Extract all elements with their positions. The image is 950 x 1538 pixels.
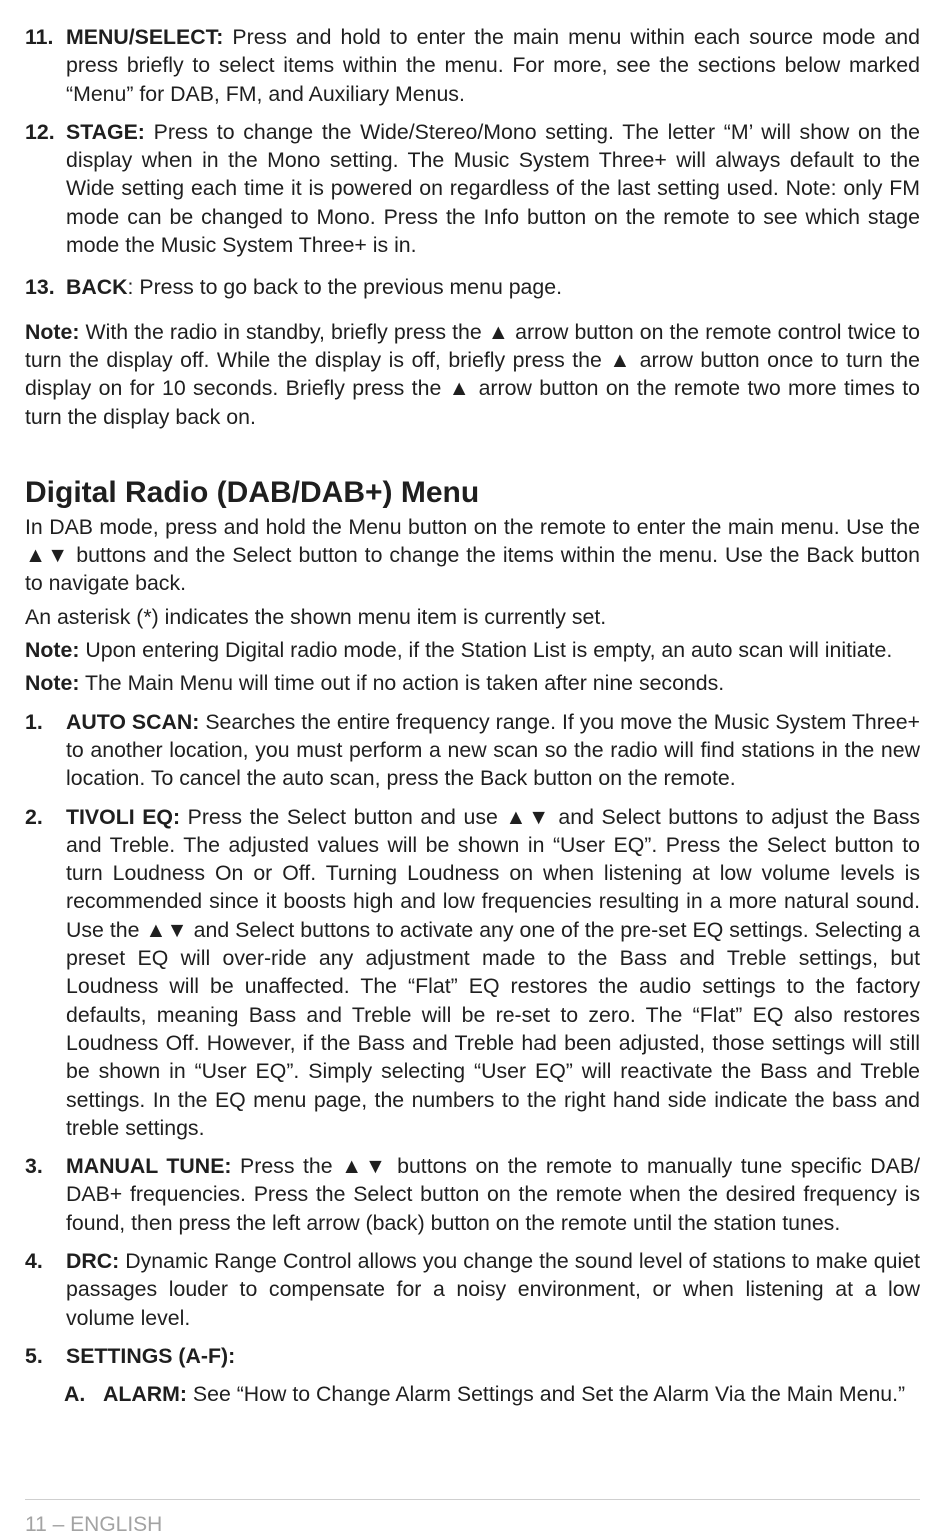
list-item	[25, 1247, 920, 1332]
item-number: 1.	[25, 709, 43, 734]
list-item	[25, 273, 920, 301]
item-text: See “How to Change Alarm Settings and Set the Alarm Via the Main Menu.”	[186, 1382, 906, 1407]
sub-list-item	[64, 1380, 920, 1408]
note-text: With the radio in standby, briefly press the ▲ arrow button on the remote control twice to turn the display off. While the display is off, briefly press the ▲ arrow button once to turn the display on for 10 seconds. Briefly press the ▲ arrow button on the remote two more times to turn the display back on.	[25, 319, 920, 429]
item-term: TIVOLI EQ:	[66, 804, 181, 829]
item-term: BACK	[66, 275, 128, 300]
item-term: ALARM:	[103, 1382, 187, 1407]
asterisk-note: An asterisk (*) indicates the shown menu item is currently set.	[25, 604, 607, 629]
note-label: Note:	[25, 671, 80, 696]
item-number: 12.	[25, 119, 55, 144]
item-text: Press and hold to enter the main menu within each source mode and press briefly to select items within the menu. For more, see the sections below marked “Menu” for DAB, FM, and Auxiliary Menus.	[66, 25, 920, 106]
note-label: Note:	[25, 638, 80, 663]
item-body	[66, 803, 920, 1143]
list-item	[25, 23, 920, 108]
item-text: : Press to go back to the previous menu page.	[127, 275, 563, 300]
item-body	[66, 708, 920, 793]
note-text: Upon entering Digital radio mode, if the Station List is empty, an auto scan will initiate.	[79, 638, 893, 663]
item-letter: A.	[64, 1382, 86, 1407]
list-item	[25, 708, 920, 793]
item-body	[66, 118, 920, 259]
item-term: AUTO SCAN:	[66, 709, 200, 734]
item-number: 5.	[25, 1343, 43, 1368]
item-number: 3.	[25, 1154, 43, 1179]
item-body	[66, 1342, 920, 1370]
item-term: SETTINGS (A-F):	[66, 1343, 236, 1368]
item-text: Press to change the Wide/Stereo/Mono setting. The letter “M’ will show on the display when in the Mono setting. The Music System Three+ will always default to the Wide setting each time it is powered on regardless of the last setting used. Note: only FM mode can be changed to Mono. Press the Info button on the remote to see which stage mode the Music System Three+ is in.	[66, 119, 920, 258]
note-timeout	[25, 669, 920, 697]
item-body	[66, 1247, 920, 1332]
list-item	[25, 1152, 920, 1237]
list-item	[25, 803, 920, 1143]
page-footer: 11 – ENGLISH	[25, 1513, 163, 1536]
list-item	[25, 1342, 920, 1370]
note-label: Note:	[25, 319, 80, 344]
footer-divider	[25, 1499, 920, 1500]
item-body	[66, 273, 920, 301]
item-body	[66, 1152, 920, 1237]
item-number: 2.	[25, 804, 43, 829]
item-number: 11.	[25, 25, 54, 49]
item-term: STAGE:	[66, 119, 145, 144]
item-term: DRC:	[66, 1248, 120, 1273]
note-text: The Main Menu will time out if no action is taken after nine seconds.	[79, 671, 725, 696]
section-heading: Digital Radio (DAB/DAB+) Menu	[25, 475, 480, 509]
note-standby	[25, 318, 920, 431]
note-scan	[25, 636, 920, 664]
item-text: Press the ▲▼ buttons on the remote to manually tune specific DAB/ DAB+ frequencies. Press the Select button on the remote when the desired frequency is found, then press the left arrow (back) button on the remote until the station tunes.	[66, 1154, 920, 1235]
item-text: Press the Select button and use ▲▼ and Select buttons to adjust the Bass and Treble. The adjusted values will be shown in “User EQ”. Press the Select button to turn Loudness On or Off. Turning Loudness on when listening at low volume levels is recommended since it boosts high and low frequencies resulting in a more natural sound. Use the ▲▼ and Select buttons to activate any one of the pre-set EQ settings. Selecting a preset EQ will over-ride any adjustment made to the Bass and Treble settings, but Loudness will be unaffected. The “Flat” EQ restores the audio settings to the factory defaults, meaning Bass and Treble will be re-set to zero. The “Flat” EQ also restores Loudness Off. However, if the Bass and Treble had been adjusted, those settings will still be shown in “User EQ”. Simply selecting “User EQ” will reactivate the Bass and Treble settings. In the EQ menu page, the numbers to the right hand side indicate the bass and treble settings.	[66, 804, 920, 1140]
item-body	[103, 1380, 920, 1408]
item-body	[66, 23, 920, 108]
intro-paragraph: In DAB mode, press and hold the Menu button on the remote to enter the main menu. Use the ▲▼ buttons and the Select button to change the items within the menu. Use the Back button to navigate back.	[25, 514, 920, 596]
page-content	[25, 23, 920, 1418]
item-number: 4.	[25, 1248, 43, 1273]
item-term: MANUAL TUNE:	[66, 1154, 232, 1179]
item-text: Searches the entire frequency range. If you move the Music System Three+ to another location, you must perform a new scan so the radio will find stations in the new location. To cancel the auto scan, press the Back button on the remote.	[66, 709, 920, 791]
item-number: 13.	[25, 275, 55, 300]
item-text: Dynamic Range Control allows you change the sound level of stations to make quiet passages louder to compensate for a noisy environment, or when listening at a low volume level.	[66, 1248, 920, 1330]
list-item	[25, 118, 920, 259]
item-term: MENU/SELECT:	[66, 25, 224, 49]
